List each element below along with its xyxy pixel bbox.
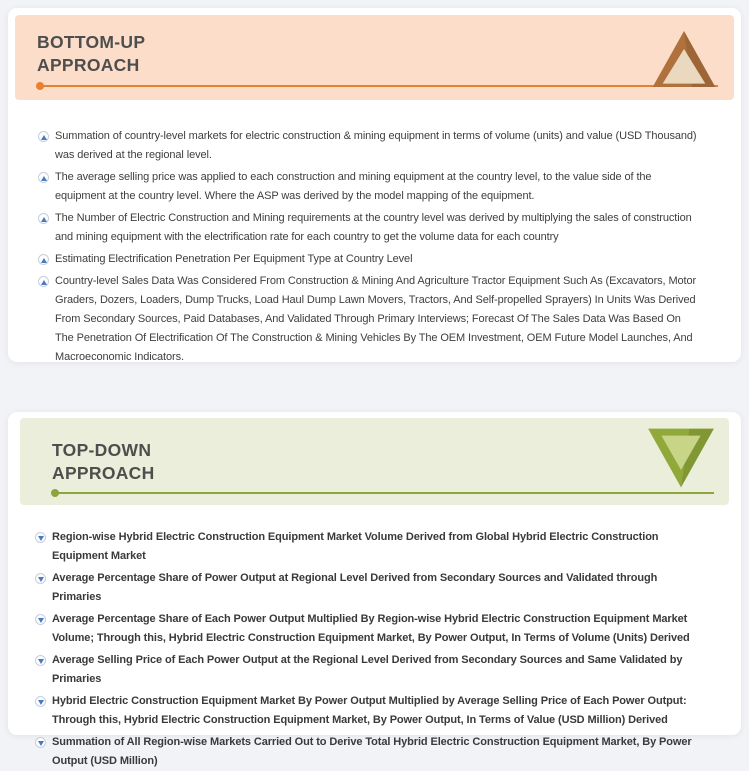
down-bullet-icon [35,655,46,666]
bullet-text: Average Selling Price of Each Power Output at the Regional Level Derived from Secondary Sources and Same Validated by Primaries [52,654,683,685]
up-bullet-icon [38,254,49,265]
list-item [35,692,701,730]
top-down-underline [52,492,714,494]
list-item [35,733,701,771]
bottom-up-header-band [15,15,734,100]
down-bullet-icon [35,573,46,584]
list-item [35,610,701,648]
bullet-text: Summation of All Region-wise Markets Carried Out to Derive Total Hybrid Electric Construction Equipment Market, By Power Output (USD Million) [52,736,692,767]
bullet-text: The Number of Electric Construction and Mining requirements at the country level was derived by multiplying the sales of construction and mining equipment with the electrification rate for each country to get the volume data for each country [55,212,692,243]
list-item [38,250,701,269]
bottom-up-bullet-list [8,107,741,367]
top-down-header-band [20,418,729,505]
bottom-up-approach-card [8,8,741,362]
bullet-text: Region-wise Hybrid Electric Construction Equipment Market Volume Derived from Global Hybrid Electric Construction Equipment Market [52,531,659,562]
bullet-text: Estimating Electrification Penetration Per Equipment Type at Country Level [55,253,413,265]
down-bullet-icon [35,614,46,625]
list-item [38,209,701,247]
up-triangle-icon [650,29,718,89]
bullet-text: Average Percentage Share of Each Power Output Multiplied By Region-wise Hybrid Electric Construction Equipment Market Volume; Through this, Hybrid Electric Construction Equipment Market, By Power Output, In Terms of Volume (Units) Derived [52,613,690,644]
bullet-text: The average selling price was applied to each construction and mining equipment at the country level, to the value side of the equipment at the country level. Where the ASP was derived by the model mapping of the equipment. [55,171,652,202]
down-bullet-icon [35,737,46,748]
bullet-text: Hybrid Electric Construction Equipment Market By Power Output Multiplied by Average Selling Price of Each Power Output: Through this, Hybrid Electric Construction Equipment Market, By Power Output, In Terms of Value (USD Million) Derived [52,695,687,726]
list-item [38,272,701,367]
up-bullet-icon [38,131,49,142]
list-item [38,168,701,206]
bottom-up-title: BOTTOM-UP APPROACH [37,32,146,76]
list-item [35,528,701,566]
up-bullet-icon [38,213,49,224]
bullet-text: Country-level Sales Data Was Considered From Construction & Mining And Agriculture Tractor Equipment Such As (Excavators, Motor Graders, Dozers, Loaders, Dump Trucks, Load Haul Dump Lawn Movers, Tractors, And Self-propelled Sprayers) In Units Was Derived From Secondary Sources, Paid Databases, And Validated Through Primary Interviews; Forecast Of The Sales Data Was Based On The Penetration Of Electrification Of The Construction & Mining Vehicles By The OEM Investment, OEM Future Model Launches, And Macroeconomic Indicators. [55,275,697,363]
top-down-approach-card [8,412,741,767]
up-bullet-icon [38,172,49,183]
bullet-text: Summation of country-level markets for electric construction & mining equipment in terms of volume (units) and value (USD Thousand) was derived at the regional level. [55,130,697,161]
list-item [38,127,701,165]
top-down-bullet-list [8,505,741,771]
list-item [35,569,701,607]
list-item [35,651,701,689]
down-bullet-icon [35,532,46,543]
bottom-up-underline [37,85,718,87]
bullet-text: Average Percentage Share of Power Output at Regional Level Derived from Secondary Sources and Validated through Primaries [52,572,658,603]
down-bullet-icon [35,696,46,707]
up-bullet-icon [38,276,49,287]
down-triangle-icon [646,418,716,498]
top-down-title: TOP-DOWN APPROACH [52,440,155,484]
